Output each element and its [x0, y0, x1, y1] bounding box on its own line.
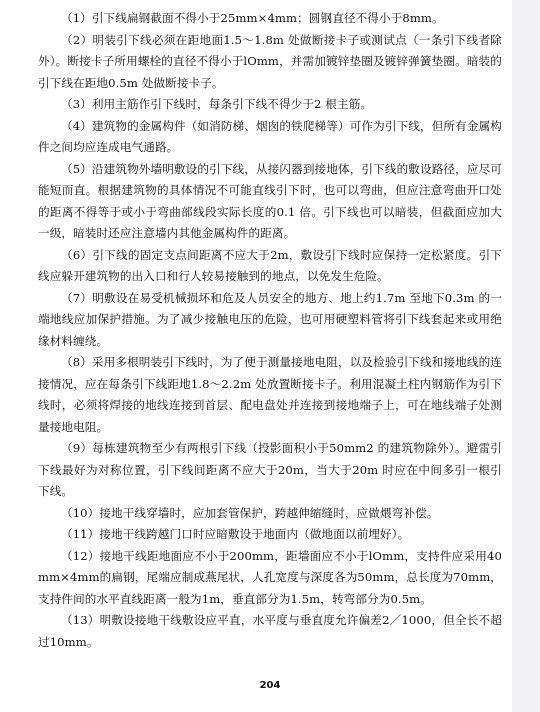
paragraph-7: （7）明敷设在易受机械损坏和危及人员安全的地方、地上约1.7m 至地下0.3m 的一端地线应加保护措施。为了减少接触电压的危险，也可用硬塑料管将引下线套起来或用绝缘材料缠绕。	[38, 290, 502, 348]
paragraph-4: （4）建筑物的金属构件（如消防梯、烟囱的铁爬梯等）可作为引下线，但所有金属构件之间均应连成电气通路。	[38, 118, 502, 154]
paragraph-11: （11）接地干线跨越门口时应暗敷设于地面内（做地面以前埋好）。	[61, 527, 410, 541]
document-body	[38, 8, 502, 653]
paragraph-8: （8）采用多根明装引下线时，为了便于测量接地电阻，以及检验引下线和接地线的连接情况，应在每条引下线距地1.8～2.2m 处放置断接卡子。利用混凝土柱内钢筋作为引下线时，必须将焊接的地线连接到首层、配电盘处并连接到接地端子上，可在地线端子处测量接地电阻。	[38, 355, 502, 434]
paragraph-9: （9）每栋建筑物至少有两根引下线（投影面积小于50mm2 的建筑物除外）。避雷引下线最好为对称位置，引下线间距离不应大于20m，当大于20m 时应在中间多引一根引下线。	[38, 441, 502, 498]
page-number: 204	[259, 680, 281, 691]
paragraph-2: （2）明装引下线必须在距地面1.5～1.8m 处做断接卡子或测试点（一条引下线者除外）。断接卡子所用螺栓的直径不得小于lOmm，并需加镀锌垫圈及镀锌弹簧垫圈。暗装的引下线在距地0.5m 处做断接卡子。	[38, 32, 502, 90]
paragraph-3: （3）利用主筋作引下线时，每条引下线不得少于2 根主筋。	[61, 97, 373, 111]
paragraph-12: （12）接地干线距地面应不小于200mm，距墙面应不小于lOmm，支持件应采用40mm×4mm的扁钢，尾端应制成燕尾状，人孔宽度与深度各为50mm，总长度为70mm，支持件间的水平直线距离一般为1m，垂直部分为1.5m，转弯部分为0.5m。	[38, 548, 502, 606]
paragraph-10: （10）接地干线穿墙时，应加套管保护，跨越伸缩缝时，应做煨弯补偿。	[61, 505, 439, 520]
paragraph-6: （6）引下线的固定支点间距离不应大于2m，敷设引下线时应保持一定松紧度。引下线应躲开建筑物的出入口和行人较易接触到的地点，以免发生危险。	[38, 247, 502, 283]
paragraph-5: （5）沿建筑物外墙明敷设的引下线，从接闪器到接地体，引下线的敷设路径，应尽可能短而直。根据建筑物的具体情况不可能直线引下时，也可以弯曲，但应注意弯曲开口处的距离不得等于或小于弯曲部线段实际长度的0.1 倍。引下线也可以暗装，但截面应加大一级，暗装时还应注意墙内其他金属构件的距离。	[38, 161, 502, 240]
paragraph-1: （1）引下线扁钢截面不得小于25mm×4mm；圆钢直径不得小于8mm。	[61, 11, 444, 25]
paragraph-13: （13）明敷设接地干线敷设应平直，水平度与垂直度允许偏差2／1000，但全长不超过10mm。	[38, 613, 502, 649]
page-margin	[512, 0, 540, 712]
